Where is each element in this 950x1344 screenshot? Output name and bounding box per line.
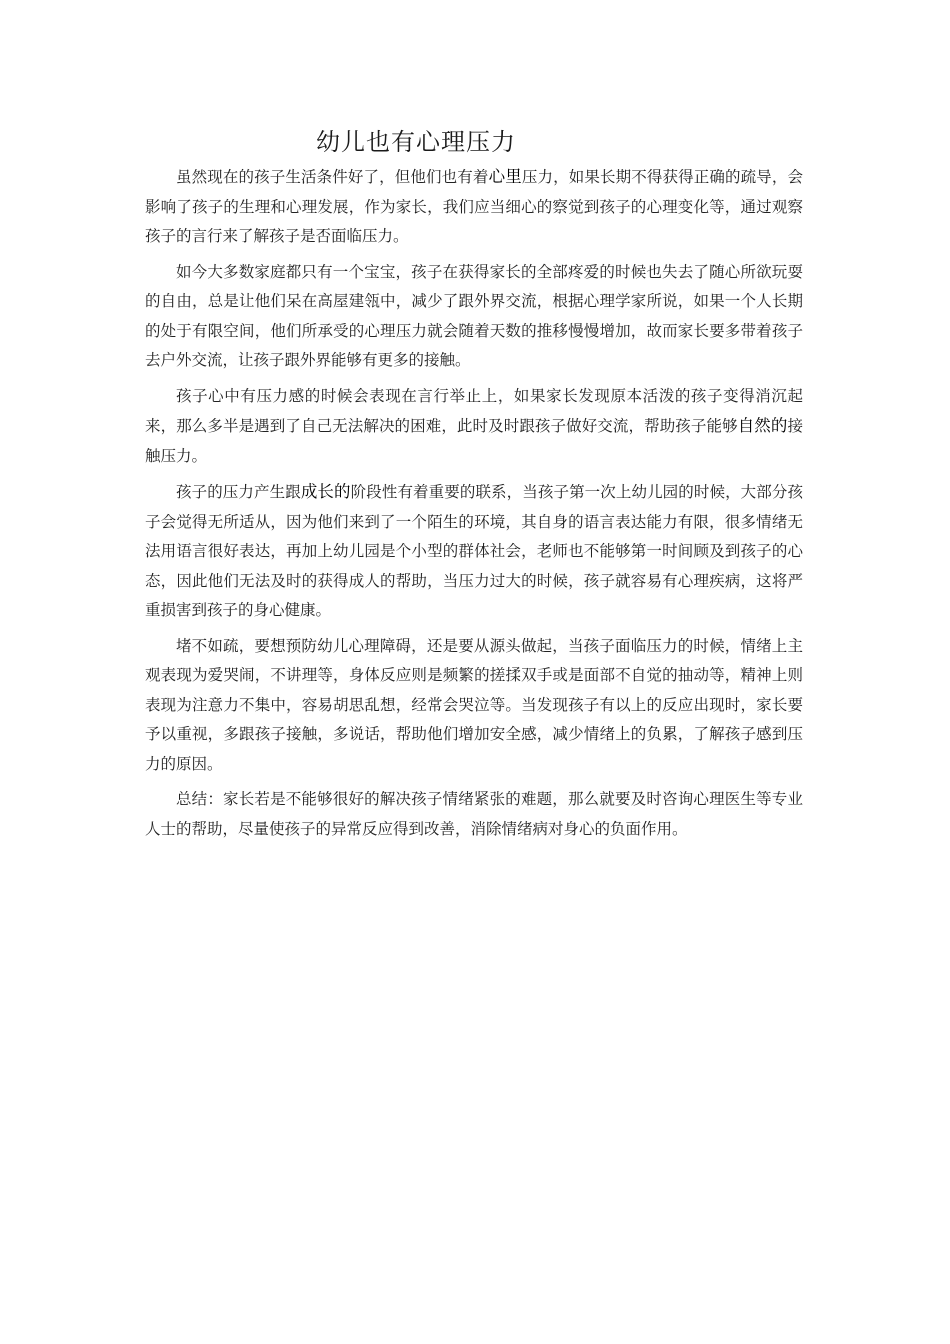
document-title: 幼儿也有心理压力 (316, 128, 516, 156)
paragraph-4 (145, 477, 803, 626)
inline-link-ziran[interactable]: 自然的 (737, 416, 788, 435)
paragraph-6 (145, 785, 803, 844)
paragraph-text: 总结：家长若是不能够很好的解决孩子情绪紧张的难题，那么就要及时咨询心理医生等专业人士的帮助，尽量使孩子的异常反应得到改善，消除情绪病对身心的负面作用。 (145, 790, 803, 838)
inline-link-chengzhang[interactable]: 成长的 (300, 482, 351, 501)
paragraph-text: 如今大多数家庭都只有一个宝宝，孩子在获得家长的全部疼爱的时候也失去了随心所欲玩耍的自由，总是让他们呆在高屋建瓴中，减少了跟外界交流，根据心理学家所说，如果一个人长期的处于有限空间，他们所承受的心理压力就会随着天数的推移慢慢增加，故而家长要多带着孩子去户外交流，让孩子跟外界能够有更多的接触。 (145, 262, 803, 369)
paragraph-text: 堵不如疏，要想预防幼儿心理障碍，还是要从源头做起，当孩子面临压力的时候，情绪上主观表现为爱哭闹，不讲理等，身体反应则是频繁的搓揉双手或是面部不自觉的抽动等，精神上则表现为注意力不集中，容易胡思乱想，经常会哭泣等。当发现孩子有以上的反应出现时，家长要予以重视，多跟孩子接触，多说话，帮助他们增加安全感，减少情绪上的负累，了解孩子感到压力的原因。 (145, 636, 803, 773)
paragraph-text: 阶段性有着重要的联系，当孩子第一次上幼儿园的时候，大部分孩子会觉得无所适从，因为他们来到了一个陌生的环境，其自身的语言表达能力有限，很多情绪无法用语言很好表达，再加上幼儿园是个小型的群体社会，老师也不能够第一时间顾及到孩子的心态，因此他们无法及时的获得成人的帮助，当压力过大的时候，孩子就容易有心理疾病，这将严重损害到孩子的身心健康。 (145, 483, 803, 619)
inline-link-xinli[interactable]: 心里 (488, 167, 522, 186)
paragraph-3 (145, 382, 803, 472)
paragraph-5 (145, 632, 803, 780)
paragraph-text: 虽然现在的孩子生活条件好了，但他们也有着 (176, 168, 489, 186)
paragraph-2 (145, 258, 803, 376)
document-body (145, 162, 803, 850)
paragraph-text: 孩子的压力产生跟 (176, 483, 301, 501)
paragraph-text: 接触压力。 (145, 417, 803, 465)
paragraph-text: 孩子心中有压力感的时候会表现在言行举止上，如果家长发现原本活泼的孩子变得消沉起来，那么多半是遇到了自己无法解决的困难，此时及时跟孩子做好交流，帮助孩子能够 (145, 386, 803, 435)
paragraph-1 (145, 162, 803, 252)
paragraph-text: 压力，如果长期不得获得正确的疏导，会影响了孩子的生理和心理发展，作为家长，我们应当细心的察觉到孩子的心理变化等，通过观察孩子的言行来了解孩子是否面临压力。 (145, 168, 803, 245)
